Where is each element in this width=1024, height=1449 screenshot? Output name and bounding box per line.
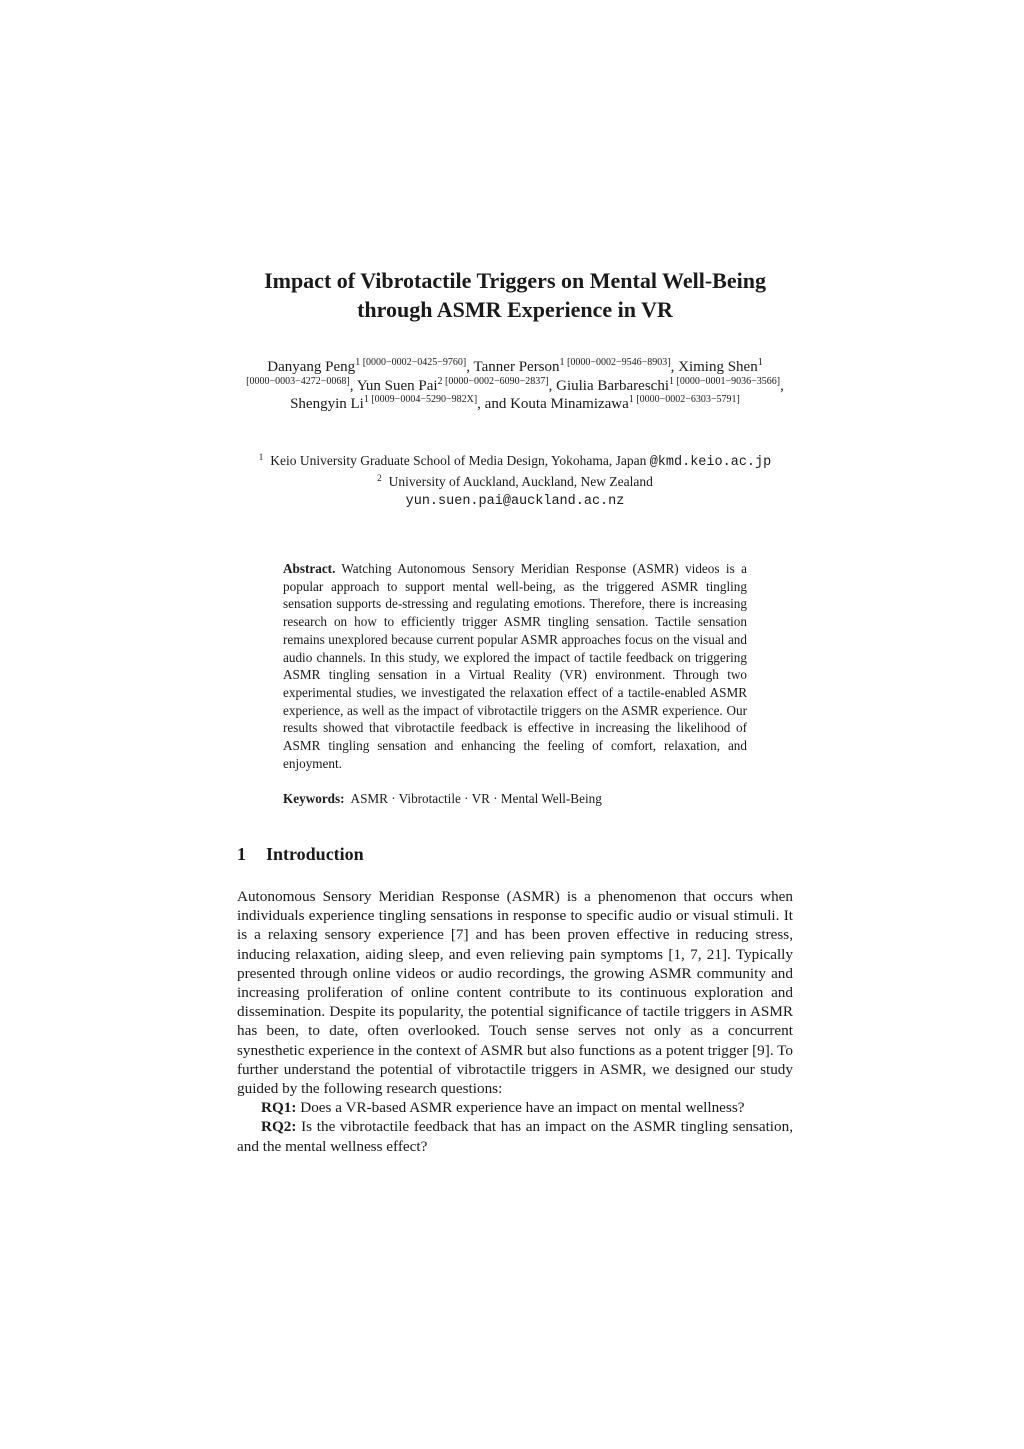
introduction-body [237, 887, 793, 1156]
author: Giulia Barbareschi$^{1 [0000-0001-9036-3566]}$, [556, 375, 784, 394]
author: Tanner Person$^{1 [0000-0002-9546-8903]}$, [473, 357, 679, 375]
affiliation-1: $^1$ Keio University Graduate School of Media Design, Yokohama, Japan @kmd.keio.ac.jp [258, 452, 772, 470]
author: Ximing Shen$^{1 [0000-0003-4272-0068]}$, [246, 357, 763, 394]
affiliation-1-email[interactable]: @kmd.keio.ac.jp [649, 455, 772, 470]
affiliation-2-email-line [215, 491, 815, 512]
abstract-label: Abstract. [283, 561, 336, 576]
research-question-1: RQ1: Does a VR-based ASMR experience have an impact on mental wellness? [261, 1099, 745, 1117]
author: Danyang Peng$^{1 [0000-0002-0425-9760]}$, [267, 357, 474, 375]
affiliation-2: $^2$ University of Auckland, Auckland, New Zealand [377, 472, 653, 489]
research-question-2: RQ2: Is the vibrotactile feedback that has an impact on the ASMR tingling sensation, and the mental wellness effect? [237, 1118, 793, 1155]
title-line-1: Impact of Vibrotactile Triggers on Mental Well-Being [264, 268, 766, 293]
abstract-text: Watching Autonomous Sensory Meridian Response (ASMR) videos is a popular approach to support mental well-being, as the triggered ASMR tingling sensation supports de-stressing and regulating emotions. Therefore, there is increasing research on how to efficiently trigger ASMR tingling sensation. Tactile sensation remains unexplored because current popular ASMR approaches focus on the visual and audio channels. In this study, we explored the impact of tactile feedback on triggering ASMR tingling sensation in a Virtual Reality (VR) environment. Through two experimental studies, we investigated the relaxation effect of a tactile-enabled ASMR experience, as well as the impact of vibrotactile triggers on the ASMR experience. Our results showed that vibrotactile feedback is effective in increasing the likelihood of ASMR tingling sensation and enhancing the feeling of comfort, relaxation, and enjoyment. [283, 561, 747, 771]
section-number: 1 [237, 844, 246, 864]
keywords [283, 790, 747, 808]
author: Yun Suen Pai$^{2 [0000-0002-6090-2837]}$, [356, 375, 557, 394]
title-line-2: through ASMR Experience in VR [357, 297, 673, 322]
keywords-text: ASMR · Vibrotactile · VR · Mental Well-Being [350, 791, 602, 806]
affiliations [215, 452, 815, 512]
keywords-label: Keywords: [283, 791, 345, 806]
paper-title [200, 266, 830, 324]
author-list [240, 358, 790, 414]
abstract [283, 560, 747, 772]
introduction-paragraph: Autonomous Sensory Meridian Response (ASMR) is a phenomenon that occurs when individuals experience tingling sensations in response to specific audio or visual stimuli. It is a relaxing sensory experience [7] and has been proven effective in reducing stress, inducing relaxation, aiding sleep, and even relieving pain symptoms [1, 7, 21]. Typically presented through online videos or audio recordings, the growing ASMR community and increasing proliferation of online content contribute to its continuous exploration and dissemination. Despite its popularity, the potential significance of tactile triggers in ASMR has been, to date, often overlooked. Touch sense serves not only as a concurrent synesthetic experience in the context of ASMR but also functions as a potent trigger [9]. To further understand the potential of vibrotactile triggers in ASMR, we designed our study guided by the following research questions: [237, 888, 793, 1098]
author: Shengyin $Li^{1 [0009-0004-5290-982X]}$, and [290, 394, 511, 412]
section-title: Introduction [266, 844, 364, 864]
affiliation-2-email[interactable]: yun.suen.pai@auckland.ac.nz [405, 494, 625, 509]
author: Kouta Minamizawa$^{1 [0000-0002-6303-5791]}$ [510, 394, 740, 412]
section-heading-introduction [237, 842, 364, 866]
